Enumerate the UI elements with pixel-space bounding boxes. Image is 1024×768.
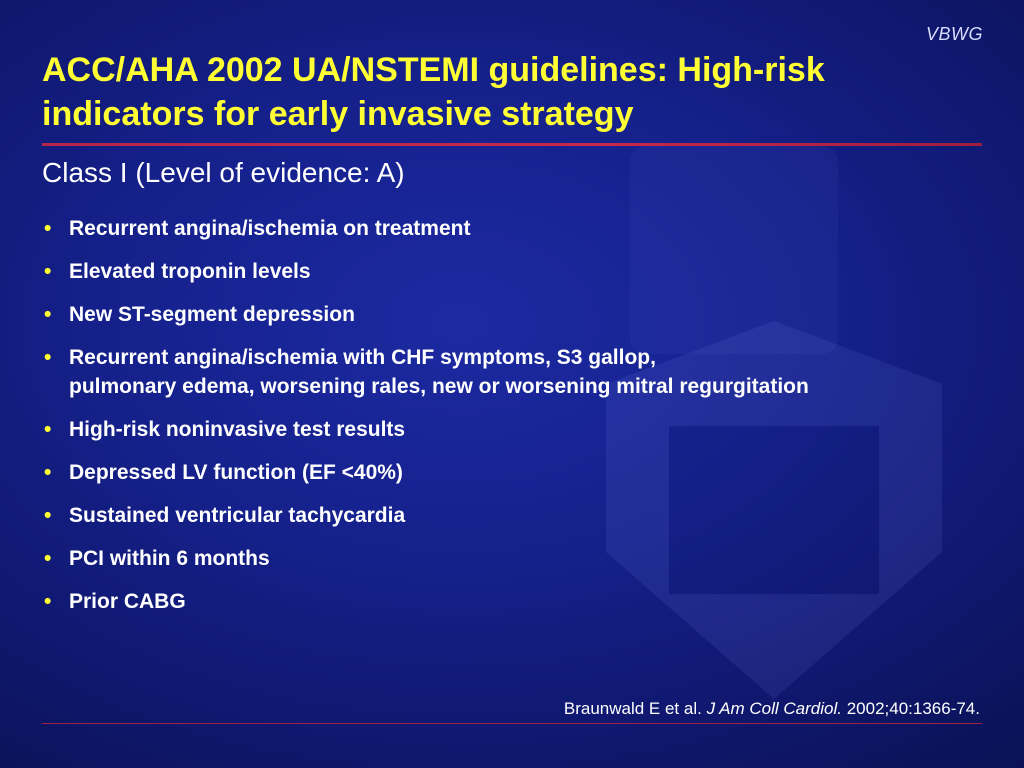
bullet-list [42, 214, 1002, 630]
bullet-text: PCI within 6 months [69, 547, 270, 570]
bullet-item [42, 257, 1002, 286]
bullet-text: Prior CABG [69, 590, 186, 613]
footer-divider [42, 723, 982, 724]
bullet-marker: • [44, 504, 52, 527]
bullet-marker: • [44, 461, 52, 484]
bullet-text: Elevated troponin levels [69, 260, 311, 283]
bullet-item [42, 415, 1002, 444]
citation-journal: J Am Coll Cardiol. [706, 699, 842, 718]
bullet-text: High-risk noninvasive test results [69, 418, 406, 441]
bullet-text: Recurrent angina/ischemia with CHF symptoms, S3 gallop, [69, 346, 656, 369]
bullet-marker: • [44, 547, 52, 570]
citation-authors: Braunwald E et al. [563, 699, 702, 718]
bullet-item [42, 458, 1002, 487]
bullet-text: Sustained ventricular tachycardia [69, 504, 406, 527]
bullet-marker: • [44, 260, 52, 283]
title-divider [42, 143, 982, 146]
citation-details: 2002;40:1366-74. [846, 699, 980, 718]
bullet-marker: • [44, 590, 52, 613]
bullet-text-continuation: pulmonary edema, worsening rales, new or worsening mitral regurgitation [69, 375, 809, 398]
bullet-marker: • [44, 418, 52, 441]
bullet-item [42, 501, 1002, 530]
bullet-item [42, 544, 1002, 573]
citation [564, 698, 980, 720]
bullet-item [42, 214, 1002, 243]
bullet-item [42, 587, 1002, 616]
bullet-text: New ST-segment depression [69, 303, 355, 326]
bullet-marker: • [44, 217, 52, 240]
bullet-item [42, 343, 1002, 401]
bullet-marker: • [44, 346, 52, 369]
bullet-text: Depressed LV function (EF <40%) [69, 461, 403, 484]
bullet-marker: • [44, 303, 52, 326]
bullet-text: Recurrent angina/ischemia on treatment [69, 217, 471, 240]
slide-title: ACC/AHA 2002 UA/NSTEMI guidelines: High-risk indicators for early invasive strategy [42, 51, 825, 133]
brand-logo-text: VBWG [925, 24, 983, 44]
bullet-item [42, 300, 1002, 329]
slide-subtitle: Class I (Level of evidence: A) [42, 157, 405, 188]
